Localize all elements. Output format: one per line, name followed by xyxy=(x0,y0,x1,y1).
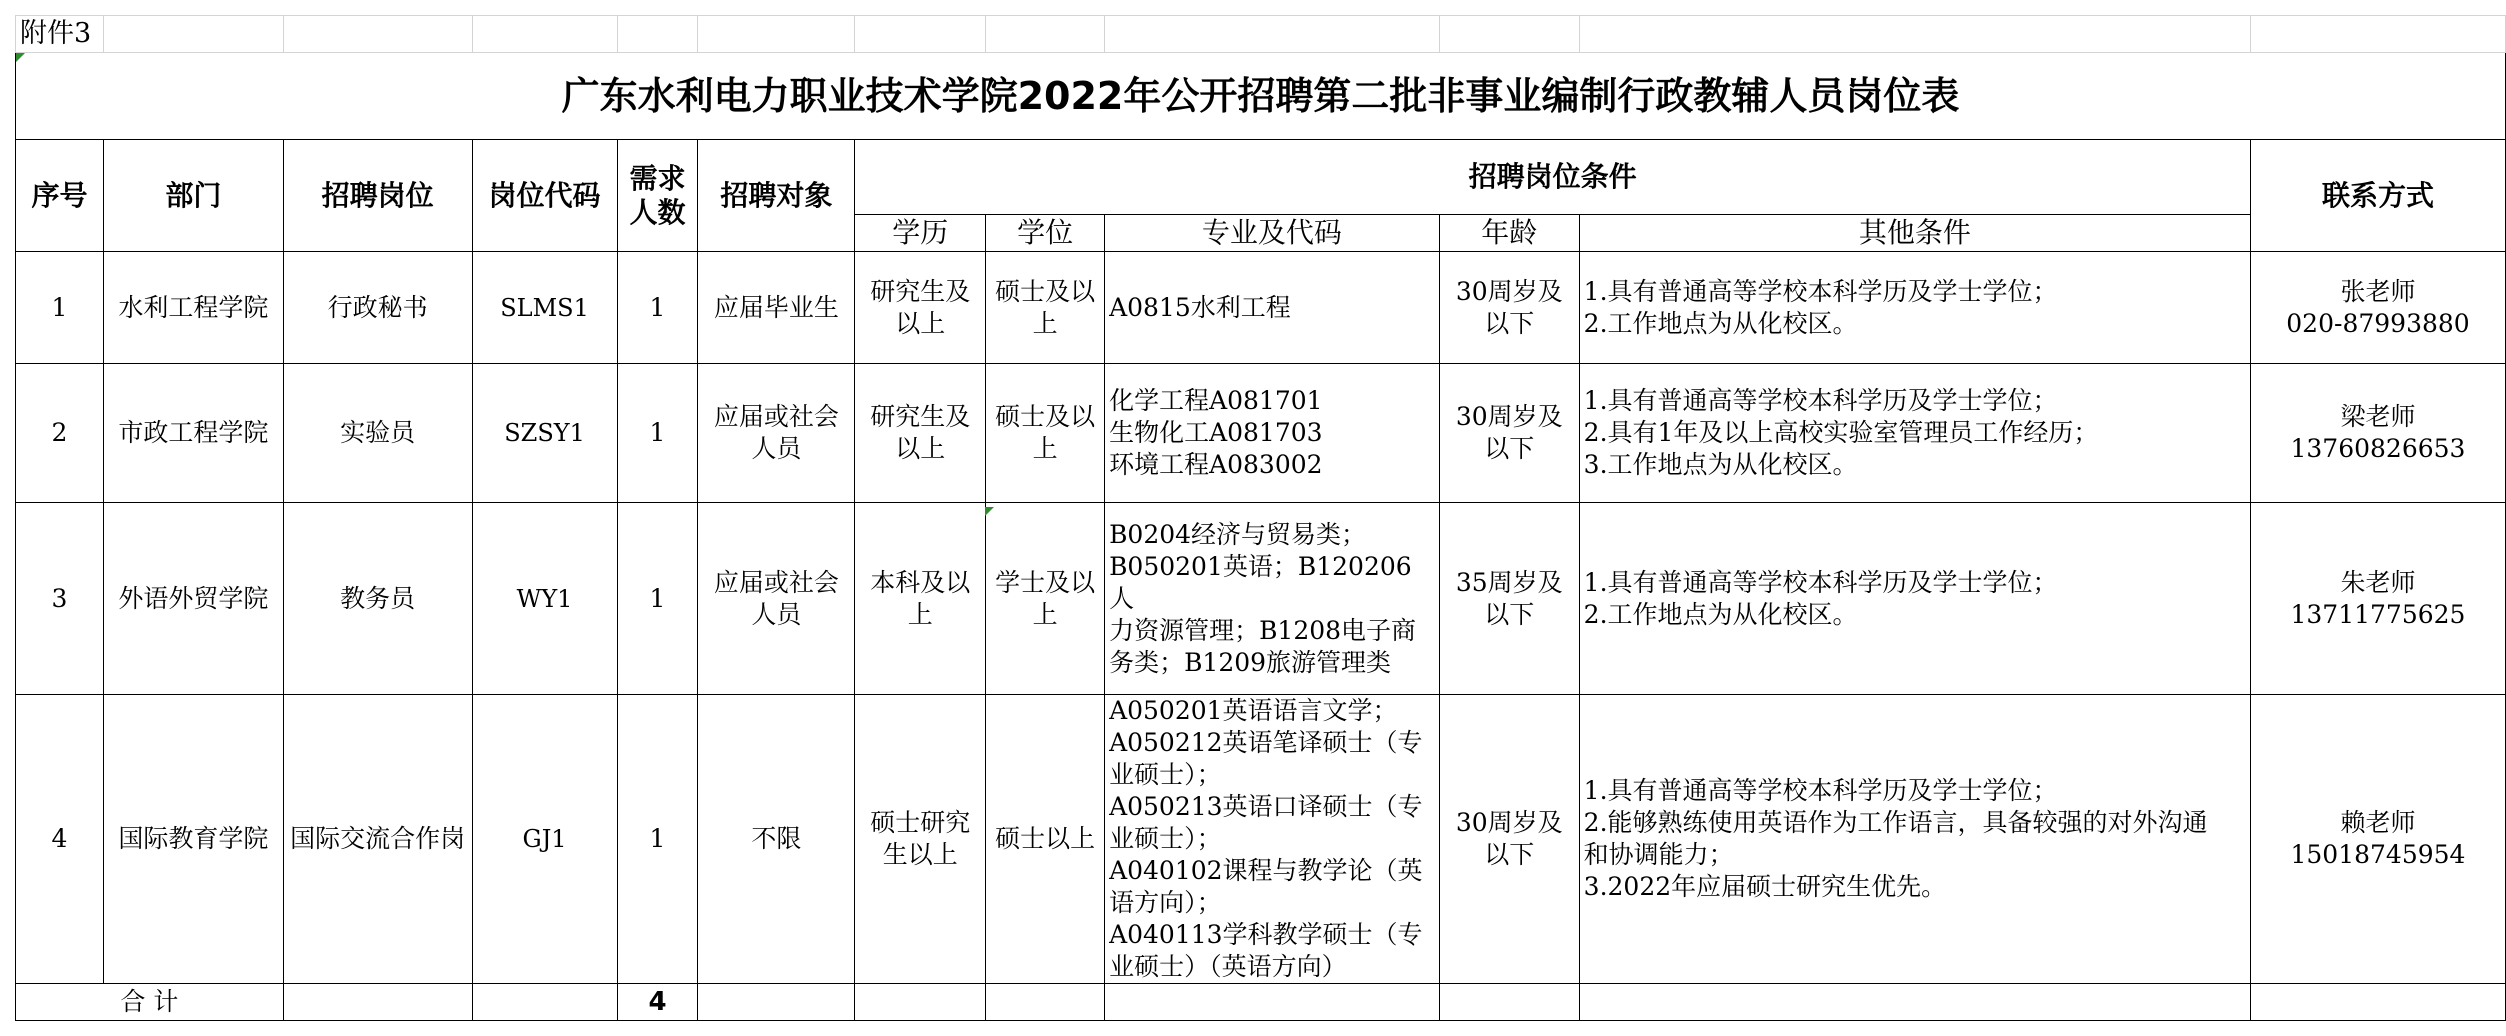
cell-post[interactable]: 行政秘书 xyxy=(283,252,472,364)
header-no[interactable]: 序号 xyxy=(16,140,104,252)
other-line: 3.工作地点为从化校区。 xyxy=(1583,450,1858,479)
cell-post[interactable]: 教务员 xyxy=(283,503,472,695)
major-line: A050212英语笔译硕士（专 xyxy=(1109,728,1423,757)
major-line: A050201英语语言文学； xyxy=(1109,696,1398,725)
empty-cell[interactable] xyxy=(986,984,1105,1021)
empty-cell[interactable] xyxy=(698,984,855,1021)
cell-major[interactable] xyxy=(1105,252,1440,364)
other-line: 2.工作地点为从化校区。 xyxy=(1583,599,1858,629)
empty-cell[interactable] xyxy=(2250,984,2505,1021)
table-row xyxy=(16,695,2506,984)
other-line: 1.具有普通高等学校本科学历及学士学位； xyxy=(1583,567,2058,597)
cell-other[interactable] xyxy=(1579,364,2250,503)
empty-cell[interactable] xyxy=(472,16,617,53)
table-title[interactable]: 广东水利电力职业技术学院2022年公开招聘第二批非事业编制行政教辅人员岗位表 xyxy=(16,53,2506,140)
contact-phone: 020-87993880 xyxy=(2286,308,2470,338)
table-row xyxy=(16,364,2506,503)
major-line: 生物化工A081703 xyxy=(1109,418,1323,447)
empty-cell[interactable] xyxy=(855,984,986,1021)
header-degree[interactable]: 学位 xyxy=(986,215,1105,252)
cell-code[interactable]: SZSY1 xyxy=(472,364,617,503)
empty-cell[interactable] xyxy=(1105,16,1440,53)
cell-target[interactable]: 应届或社会人员 xyxy=(698,364,855,503)
other-line: 2.能够熟练使用英语作为工作语言，具备较强的对外沟通 xyxy=(1583,808,2208,837)
cell-contact[interactable] xyxy=(2250,252,2505,364)
cell-degree[interactable]: 硕士以上 xyxy=(986,695,1105,984)
table-row xyxy=(16,252,2506,364)
empty-cell[interactable] xyxy=(472,984,617,1021)
cell-degree[interactable]: 学士及以上 xyxy=(986,503,1105,695)
header-age[interactable]: 年龄 xyxy=(1439,215,1579,252)
major-line: A040113学科教学硕士（专 xyxy=(1109,920,1423,949)
empty-cell[interactable] xyxy=(698,16,855,53)
header-code[interactable]: 岗位代码 xyxy=(472,140,617,252)
major-line: 化学工程A081701 xyxy=(1109,386,1323,415)
cell-other[interactable] xyxy=(1579,252,2250,364)
empty-cell[interactable] xyxy=(1579,16,2250,53)
empty-cell[interactable] xyxy=(1579,984,2250,1021)
cell-target[interactable]: 应届或社会人员 xyxy=(698,503,855,695)
contact-phone: 13711775625 xyxy=(2290,599,2466,629)
attachment-row xyxy=(16,16,2506,53)
cell-count[interactable]: 1 xyxy=(617,364,698,503)
cell-dept[interactable]: 国际教育学院 xyxy=(103,695,283,984)
cell-code[interactable]: SLMS1 xyxy=(472,252,617,364)
major-line: 业硕士）（英语方向） xyxy=(1109,952,1347,981)
empty-cell[interactable] xyxy=(986,16,1105,53)
empty-cell[interactable] xyxy=(2250,16,2505,53)
major-line: B0204经济与贸易类； xyxy=(1109,519,1367,549)
major-line: 力资源管理；B1208电子商 xyxy=(1109,615,1417,645)
header-target[interactable]: 招聘对象 xyxy=(698,140,855,252)
major-line: B050201英语；B120206人 xyxy=(1109,551,1412,613)
cell-age[interactable]: 35周岁及以下 xyxy=(1439,503,1579,695)
major-line: 业硕士）； xyxy=(1109,824,1222,853)
cell-post[interactable]: 国际交流合作岗 xyxy=(283,695,472,984)
cell-degree[interactable]: 硕士及以上 xyxy=(986,252,1105,364)
header-education[interactable]: 学历 xyxy=(855,215,986,252)
cell-no[interactable]: 4 xyxy=(16,695,104,984)
cell-major[interactable] xyxy=(1105,503,1440,695)
header-count[interactable]: 需求人数 xyxy=(617,140,698,252)
cell-count[interactable]: 1 xyxy=(617,252,698,364)
cell-contact[interactable] xyxy=(2250,503,2505,695)
cell-age[interactable]: 30周岁及以下 xyxy=(1439,252,1579,364)
other-line: 1.具有普通高等学校本科学历及学士学位； xyxy=(1583,776,2058,805)
cell-age[interactable]: 30周岁及以下 xyxy=(1439,695,1579,984)
cell-education[interactable]: 硕士研究生以上 xyxy=(855,695,986,984)
cell-contact[interactable] xyxy=(2250,364,2505,503)
major-line: 业硕士）； xyxy=(1109,760,1222,789)
other-line: 1.具有普通高等学校本科学历及学士学位； xyxy=(1583,386,2058,415)
major-line: 语方向）； xyxy=(1109,888,1222,917)
cell-education[interactable]: 研究生及以上 xyxy=(855,364,986,503)
contact-name: 赖老师 xyxy=(2340,808,2416,837)
major-line: 务类；B1209旅游管理类 xyxy=(1109,647,1392,677)
empty-cell[interactable] xyxy=(103,16,283,53)
other-line: 1.具有普通高等学校本科学历及学士学位； xyxy=(1583,276,2058,306)
cell-post[interactable]: 实验员 xyxy=(283,364,472,503)
major-line: A0815水利工程 xyxy=(1109,292,1291,322)
cell-dept[interactable]: 外语外贸学院 xyxy=(103,503,283,695)
cell-major[interactable] xyxy=(1105,695,1440,984)
empty-cell[interactable] xyxy=(1105,984,1440,1021)
cell-dept[interactable]: 市政工程学院 xyxy=(103,364,283,503)
cell-code[interactable]: WY1 xyxy=(472,503,617,695)
total-row xyxy=(16,984,2506,1021)
header-major[interactable]: 专业及代码 xyxy=(1105,215,1440,252)
contact-phone: 13760826653 xyxy=(2290,434,2466,463)
cell-age[interactable]: 30周岁及以下 xyxy=(1439,364,1579,503)
major-line: A050213英语口译硕士（专 xyxy=(1109,792,1423,821)
major-line: 环境工程A083002 xyxy=(1109,450,1323,479)
other-line: 2.工作地点为从化校区。 xyxy=(1583,308,1858,338)
header-row xyxy=(16,140,2506,215)
header-other[interactable]: 其他条件 xyxy=(1579,215,2250,252)
attachment-label[interactable]: 附件3 xyxy=(16,16,104,53)
cell-other[interactable] xyxy=(1579,503,2250,695)
contact-name: 张老师 xyxy=(2340,276,2416,306)
title-row xyxy=(16,53,2506,140)
cell-contact[interactable] xyxy=(2250,695,2505,984)
table-row xyxy=(16,503,2506,695)
empty-cell[interactable] xyxy=(283,16,472,53)
contact-phone: 15018745954 xyxy=(2290,840,2466,869)
header-contact[interactable]: 联系方式 xyxy=(2250,140,2505,252)
cell-code[interactable]: GJ1 xyxy=(472,695,617,984)
other-line: 2.具有1年及以上高校实验室管理员工作经历； xyxy=(1583,418,2099,447)
cell-no[interactable]: 1 xyxy=(16,252,104,364)
cell-major[interactable] xyxy=(1105,364,1440,503)
recruitment-table xyxy=(15,15,2506,1021)
major-line: A040102课程与教学论（英 xyxy=(1109,856,1423,885)
header-post[interactable]: 招聘岗位 xyxy=(283,140,472,252)
other-line: 3.2022年应届硕士研究生优先。 xyxy=(1583,872,1947,901)
cell-other[interactable] xyxy=(1579,695,2250,984)
contact-name: 梁老师 xyxy=(2340,402,2416,431)
header-conditions[interactable]: 招聘岗位条件 xyxy=(855,140,2251,215)
comment-indicator-icon xyxy=(985,507,994,516)
total-label[interactable]: 合 计 xyxy=(16,984,284,1021)
cell-education[interactable]: 研究生及以上 xyxy=(855,252,986,364)
cell-no[interactable]: 2 xyxy=(16,364,104,503)
cell-education[interactable]: 本科及以上 xyxy=(855,503,986,695)
cell-count[interactable]: 1 xyxy=(617,503,698,695)
cell-degree[interactable]: 硕士及以上 xyxy=(986,364,1105,503)
cell-dept[interactable]: 水利工程学院 xyxy=(103,252,283,364)
cell-target[interactable]: 不限 xyxy=(698,695,855,984)
contact-name: 朱老师 xyxy=(2340,567,2416,597)
cell-no[interactable]: 3 xyxy=(16,503,104,695)
empty-cell[interactable] xyxy=(1439,16,1579,53)
cell-target[interactable]: 应届毕业生 xyxy=(698,252,855,364)
empty-cell[interactable] xyxy=(855,16,986,53)
comment-indicator-icon xyxy=(16,53,25,62)
other-line: 和协调能力； xyxy=(1583,840,1734,869)
cell-count[interactable]: 1 xyxy=(617,695,698,984)
header-dept[interactable]: 部门 xyxy=(103,140,283,252)
empty-cell[interactable] xyxy=(617,16,698,53)
empty-cell[interactable] xyxy=(283,984,472,1021)
total-count[interactable]: 4 xyxy=(617,984,698,1021)
empty-cell[interactable] xyxy=(1439,984,1579,1021)
